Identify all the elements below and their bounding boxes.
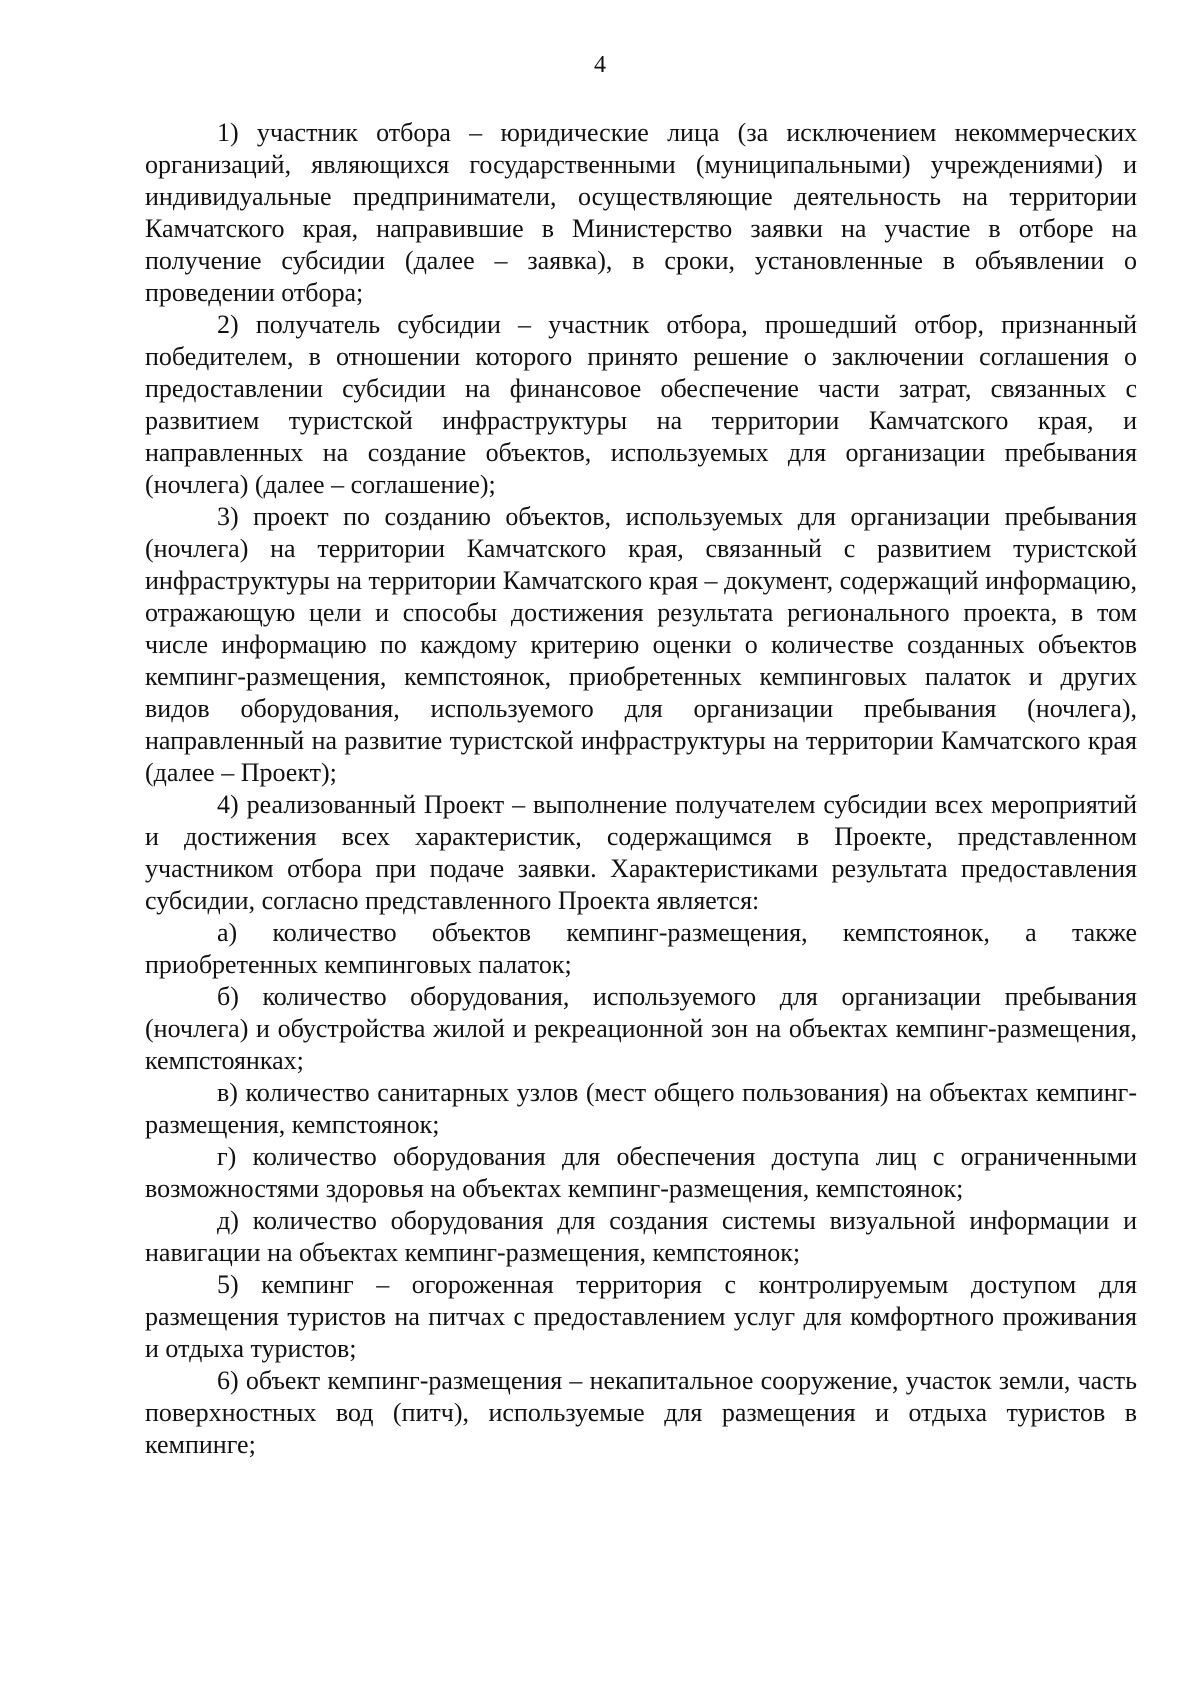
paragraph-definition-6: 6) объект кемпинг-размещения – некапитальное сооружение, участок земли, часть поверхностных вод (питч), используемые для размещения и отдыха туристов в кемпинге; [145,1366,1137,1459]
paragraph-definition-2: 2) получатель субсидии – участник отбора, прошедший отбор, признанный победителем, в отношении которого принято решение о заключении соглашения о предоставлении субсидии на финансовое обеспечение части затрат, связанных с развитием туристской инфраструктуры на территории Камчатского края, и направленных на создание объектов, используемых для организации пребывания (ночлега) (далее – соглашение); [145,310,1137,499]
paragraph-item-v: в) количество санитарных узлов (мест общего пользования) на объектах кемпинг-размещения, кемпстоянок; [145,1078,1137,1139]
page-number: 4 [594,52,606,78]
paragraph-definition-5: 5) кемпинг – огороженная территория с контролируемым доступом для размещения туристов на питчах с предоставлением услуг для комфортного проживания и отдыха туристов; [145,1270,1137,1363]
paragraph-item-d: д) количество оборудования для создания системы визуальной информации и навигации на объектах кемпинг-размещения, кемпстоянок; [145,1206,1137,1267]
paragraph-item-g: г) количество оборудования для обеспечения доступа лиц с ограниченными возможностями здоровья на объектах кемпинг-размещения, кемпстоянок; [145,1142,1137,1203]
paragraph-item-a: а) количество объектов кемпинг-размещения, кемпстоянок, а также приобретенных кемпинговых палаток; [145,918,1137,979]
paragraph-definition-1: 1) участник отбора – юридические лица (за исключением некоммерческих организаций, являющихся государственными (муниципальными) учреждениями) и индивидуальные предприниматели, осуществляющие деятельность на территории Камчатского края, направившие в Министерство заявки на участие в отборе на получение субсидии (далее – заявка), в сроки, установленные в объявлении о проведении отбора; [145,118,1137,307]
paragraph-definition-3: 3) проект по созданию объектов, используемых для организации пребывания (ночлега) на территории Камчатского края, связанный с развитием туристской инфраструктуры на территории Камчатского края – документ, содержащий информацию, отражающую цели и способы достижения результата регионального проекта, в том числе информацию по каждому критерию оценки о количестве созданных объектов кемпинг-размещения, кемпстоянок, приобретенных кемпинговых палаток и других видов оборудования, используемого для организации пребывания (ночлега), направленный на развитие туристской инфраструктуры на территории Камчатского края (далее – Проект); [145,502,1137,787]
document-body [145,117,1137,1461]
paragraph-item-b: б) количество оборудования, используемого для организации пребывания (ночлега) и обустройства жилой и рекреационной зон на объектах кемпинг-размещения, кемпстоянках; [145,982,1137,1075]
paragraph-definition-4: 4) реализованный Проект – выполнение получателем субсидии всех мероприятий и достижения всех характеристик, содержащимся в Проекте, представленном участником отбора при подаче заявки. Характеристиками результата предоставления субсидии, согласно представленного Проекта является: [145,790,1137,915]
